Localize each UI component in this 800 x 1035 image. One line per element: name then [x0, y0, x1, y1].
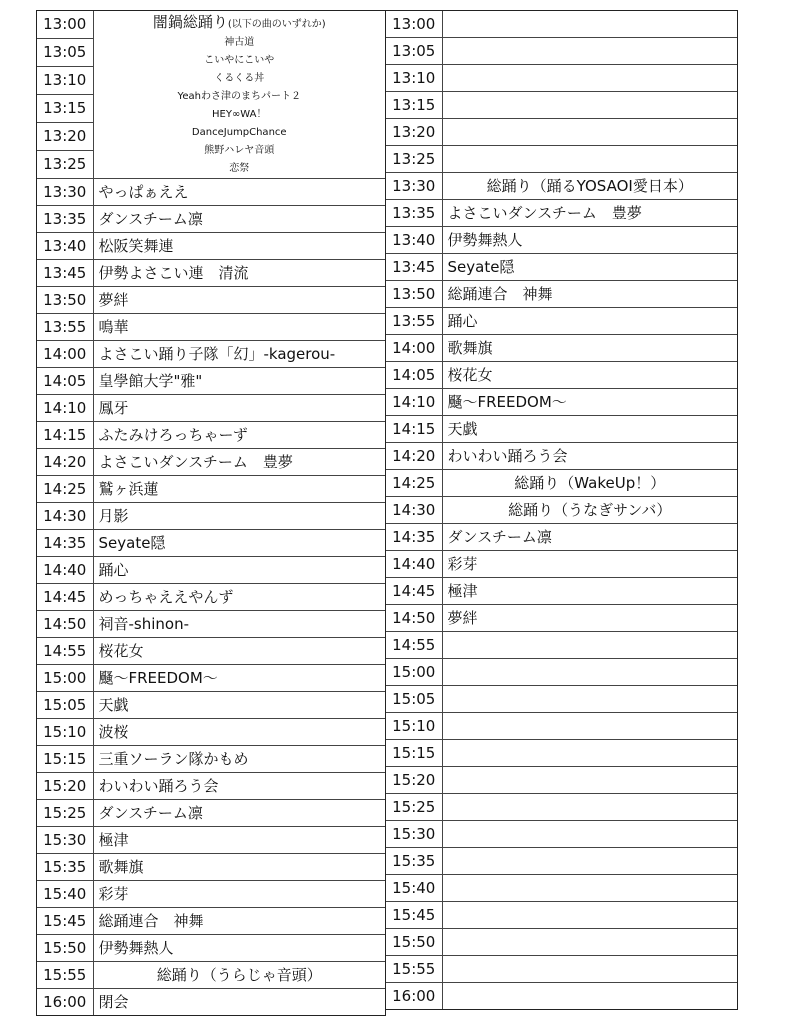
block-note: (以下の曲のいずれか) [227, 19, 326, 30]
time-cell: 15:30 [37, 827, 93, 854]
act-cell: よさこいダンスチーム 豊夢 [442, 200, 737, 227]
time-cell: 14:05 [386, 362, 442, 389]
time-cell: 15:05 [386, 686, 442, 713]
schedule-row [37, 233, 385, 260]
schedule-row [37, 287, 385, 314]
schedule-row [37, 395, 385, 422]
act-cell: 桜花女 [93, 638, 385, 665]
schedule-row [37, 368, 385, 395]
schedule-row [37, 665, 385, 692]
schedule-row [386, 524, 737, 551]
act-cell [442, 119, 737, 146]
schedule-row [386, 362, 737, 389]
act-cell: 鳴華 [93, 314, 385, 341]
schedule-row [386, 605, 737, 632]
act-cell: 祠音-shinon- [93, 611, 385, 638]
schedule-row [386, 686, 737, 713]
time-cell: 15:35 [386, 848, 442, 875]
schedule-row [37, 935, 385, 962]
act-cell: 総踊り（踊るYOSAOI愛日本） [442, 173, 737, 200]
time-cell: 14:05 [37, 368, 93, 395]
time-cell: 15:45 [37, 908, 93, 935]
act-cell: ダンスチーム凛 [93, 800, 385, 827]
act-cell [442, 875, 737, 902]
schedule-row [37, 854, 385, 881]
act-cell: 松阪笑舞連 [93, 233, 385, 260]
act-cell: よさこいダンスチーム 豊夢 [93, 449, 385, 476]
act-cell [442, 956, 737, 983]
act-cell: 総踊連合 神舞 [442, 281, 737, 308]
time-cell: 13:55 [386, 308, 442, 335]
act-cell: Seyate隠 [442, 254, 737, 281]
time-cell: 14:35 [37, 530, 93, 557]
schedule-row [386, 92, 737, 119]
song-item: HEY∞WA！ [212, 109, 267, 120]
time-cell: 15:10 [37, 719, 93, 746]
act-cell [442, 686, 737, 713]
act-cell: 彩芽 [442, 551, 737, 578]
right-schedule-column [386, 10, 738, 1010]
schedule-row [37, 206, 385, 233]
act-cell: やっぱぁええ [93, 179, 385, 206]
act-cell: 伊勢よさこい連 清流 [93, 260, 385, 287]
time-cell: 13:45 [386, 254, 442, 281]
act-cell: わいわい踊ろう会 [442, 443, 737, 470]
act-cell: 踊心 [442, 308, 737, 335]
act-cell: 総踊り（WakeUp！） [442, 470, 737, 497]
time-cell: 13:25 [37, 150, 93, 178]
act-cell [442, 92, 737, 119]
act-cell [442, 65, 737, 92]
schedule-row [37, 989, 385, 1016]
schedule-row [386, 551, 737, 578]
act-cell [442, 632, 737, 659]
schedule-row [386, 632, 737, 659]
time-cell: 15:30 [386, 821, 442, 848]
time-cell: 14:25 [37, 476, 93, 503]
time-cell: 15:55 [37, 962, 93, 989]
right-schedule-table [386, 11, 737, 1009]
schedule-row [386, 227, 737, 254]
time-cell: 14:35 [386, 524, 442, 551]
time-cell: 14:50 [386, 605, 442, 632]
act-cell: 天戯 [93, 692, 385, 719]
act-cell: 極津 [442, 578, 737, 605]
schedule-row [386, 200, 737, 227]
act-cell [442, 146, 737, 173]
act-cell: 三重ソーラン隊かもめ [93, 746, 385, 773]
schedule-row [37, 881, 385, 908]
time-cell: 13:50 [386, 281, 442, 308]
time-cell: 13:15 [386, 92, 442, 119]
schedule-row [386, 308, 737, 335]
schedule-row [386, 416, 737, 443]
block-title [94, 13, 386, 34]
song-item: 熊野ハレヤ音頭 [204, 145, 275, 156]
time-cell: 14:20 [37, 449, 93, 476]
time-cell: 14:10 [386, 389, 442, 416]
schedule-row [386, 875, 737, 902]
time-cell: 14:15 [37, 422, 93, 449]
time-cell: 14:00 [37, 341, 93, 368]
time-cell: 14:15 [386, 416, 442, 443]
act-cell: 歌舞旗 [442, 335, 737, 362]
schedule-row [386, 443, 737, 470]
schedule-row [386, 821, 737, 848]
time-cell: 13:40 [386, 227, 442, 254]
act-cell: 彩芽 [93, 881, 385, 908]
act-cell: 颾～FREEDOM～ [442, 389, 737, 416]
schedule-row [386, 119, 737, 146]
schedule-row [386, 497, 737, 524]
time-cell: 14:55 [37, 638, 93, 665]
time-cell: 13:50 [37, 287, 93, 314]
act-cell: 伊勢舞熱人 [93, 935, 385, 962]
schedule-row [386, 11, 737, 38]
time-cell: 14:50 [37, 611, 93, 638]
schedule-row [37, 611, 385, 638]
act-cell [442, 11, 737, 38]
time-cell: 13:20 [386, 119, 442, 146]
time-cell: 13:05 [37, 38, 93, 66]
schedule-row [37, 341, 385, 368]
time-cell: 14:20 [386, 443, 442, 470]
act-cell: 閉会 [93, 989, 385, 1016]
time-cell: 13:25 [386, 146, 442, 173]
left-schedule-table [37, 11, 385, 1015]
time-cell: 13:05 [386, 38, 442, 65]
schedule-row [37, 719, 385, 746]
act-cell: 総踊り（うらじゃ音頭） [93, 962, 385, 989]
act-cell [442, 902, 737, 929]
left-schedule-column [36, 10, 386, 1016]
schedule-row [37, 422, 385, 449]
time-cell: 13:10 [386, 65, 442, 92]
song-item: 恋祭 [229, 163, 250, 174]
schedule-row [37, 314, 385, 341]
act-cell [442, 767, 737, 794]
song-item: こいやにこいや [204, 55, 275, 66]
act-cell: Seyate隠 [93, 530, 385, 557]
time-cell: 13:15 [37, 94, 93, 122]
time-cell: 16:00 [37, 989, 93, 1016]
act-cell [442, 848, 737, 875]
schedule-row [386, 713, 737, 740]
schedule-row [386, 983, 737, 1010]
time-cell: 14:45 [37, 584, 93, 611]
act-cell: 鳳牙 [93, 395, 385, 422]
time-cell: 13:35 [386, 200, 442, 227]
time-cell: 14:40 [37, 557, 93, 584]
time-cell: 14:30 [37, 503, 93, 530]
act-cell: 極津 [93, 827, 385, 854]
act-cell: ダンスチーム凛 [93, 206, 385, 233]
act-cell [442, 794, 737, 821]
time-cell: 13:00 [386, 11, 442, 38]
act-cell [442, 740, 737, 767]
schedule-row [37, 449, 385, 476]
schedule-row [386, 740, 737, 767]
time-cell: 13:30 [386, 173, 442, 200]
schedule-row [386, 389, 737, 416]
schedule-row [37, 908, 385, 935]
time-cell: 15:40 [37, 881, 93, 908]
time-cell: 15:20 [386, 767, 442, 794]
act-cell [442, 713, 737, 740]
time-cell: 13:40 [37, 233, 93, 260]
time-cell: 13:35 [37, 206, 93, 233]
time-cell: 15:15 [386, 740, 442, 767]
act-cell: 月影 [93, 503, 385, 530]
schedule-row [386, 956, 737, 983]
act-cell: 総踊連合 神舞 [93, 908, 385, 935]
schedule-row [386, 146, 737, 173]
time-cell: 13:30 [37, 179, 93, 206]
schedule-row [37, 584, 385, 611]
time-cell: 13:45 [37, 260, 93, 287]
song-item: くるくる丼 [214, 73, 265, 84]
block-title-text: 闇鍋総踊り [152, 13, 228, 31]
act-cell: 波桜 [93, 719, 385, 746]
schedule-row [37, 179, 385, 206]
schedule-row [386, 929, 737, 956]
time-cell: 13:00 [37, 11, 93, 38]
time-cell: 15:55 [386, 956, 442, 983]
time-cell: 15:50 [386, 929, 442, 956]
act-cell: 総踊り（うなぎサンバ） [442, 497, 737, 524]
act-cell [442, 929, 737, 956]
schedule-row [386, 254, 737, 281]
schedule-row [37, 557, 385, 584]
schedule-row [37, 11, 385, 38]
time-cell: 15:25 [37, 800, 93, 827]
time-cell: 14:00 [386, 335, 442, 362]
schedule-row [37, 800, 385, 827]
song-item: 神古道 [224, 37, 255, 48]
time-cell: 14:45 [386, 578, 442, 605]
schedule-row [386, 902, 737, 929]
act-cell [442, 821, 737, 848]
schedule-row [37, 503, 385, 530]
act-cell: 鷲ヶ浜蓮 [93, 476, 385, 503]
time-cell: 15:45 [386, 902, 442, 929]
act-cell: よさこい踊り子隊「幻」-kagerou- [93, 341, 385, 368]
act-cell: 踊心 [93, 557, 385, 584]
schedule-row [37, 827, 385, 854]
time-cell: 14:55 [386, 632, 442, 659]
schedule-row [386, 281, 737, 308]
schedule-row [386, 335, 737, 362]
act-cell: ふたみけろっちゃーず [93, 422, 385, 449]
time-cell: 15:50 [37, 935, 93, 962]
schedule-row [386, 848, 737, 875]
act-cell: 天戯 [442, 416, 737, 443]
schedule-row [386, 659, 737, 686]
time-cell: 15:05 [37, 692, 93, 719]
time-cell: 15:15 [37, 746, 93, 773]
time-cell: 15:00 [37, 665, 93, 692]
act-cell: 歌舞旗 [93, 854, 385, 881]
act-cell: わいわい踊ろう会 [93, 773, 385, 800]
song-item: Yeahわさ津のまちパート２ [177, 91, 301, 102]
schedule-row [386, 767, 737, 794]
song-item: DanceJumpChance [191, 127, 287, 138]
act-cell [442, 983, 737, 1010]
act-cell: 皇學館大学"雅" [93, 368, 385, 395]
schedule-row [37, 638, 385, 665]
schedule-row [386, 470, 737, 497]
time-cell: 14:40 [386, 551, 442, 578]
schedule-row [386, 173, 737, 200]
time-cell: 15:20 [37, 773, 93, 800]
schedule-row [386, 794, 737, 821]
time-cell: 15:25 [386, 794, 442, 821]
schedule-row [37, 773, 385, 800]
schedule-row [386, 578, 737, 605]
time-cell: 13:20 [37, 122, 93, 150]
schedule-row [37, 260, 385, 287]
time-cell: 14:10 [37, 395, 93, 422]
act-cell [442, 38, 737, 65]
act-cell: 夢絆 [93, 287, 385, 314]
time-cell: 15:00 [386, 659, 442, 686]
act-cell: 夢絆 [442, 605, 737, 632]
act-cell [442, 659, 737, 686]
schedule-row [37, 530, 385, 557]
act-cell: 颾～FREEDOM～ [93, 665, 385, 692]
time-cell: 15:40 [386, 875, 442, 902]
time-cell: 16:00 [386, 983, 442, 1010]
time-cell: 13:55 [37, 314, 93, 341]
yaminabe-block [93, 11, 385, 179]
time-cell: 13:10 [37, 66, 93, 94]
act-cell: めっちゃええやんず [93, 584, 385, 611]
time-cell: 14:30 [386, 497, 442, 524]
act-cell: 桜花女 [442, 362, 737, 389]
act-cell: 伊勢舞熱人 [442, 227, 737, 254]
schedule-row [386, 38, 737, 65]
time-cell: 15:10 [386, 713, 442, 740]
schedule-row [37, 746, 385, 773]
act-cell: ダンスチーム凛 [442, 524, 737, 551]
schedule-row [386, 65, 737, 92]
time-cell: 14:25 [386, 470, 442, 497]
time-cell: 15:35 [37, 854, 93, 881]
schedule-row [37, 476, 385, 503]
schedule-row [37, 692, 385, 719]
schedule-row [37, 962, 385, 989]
